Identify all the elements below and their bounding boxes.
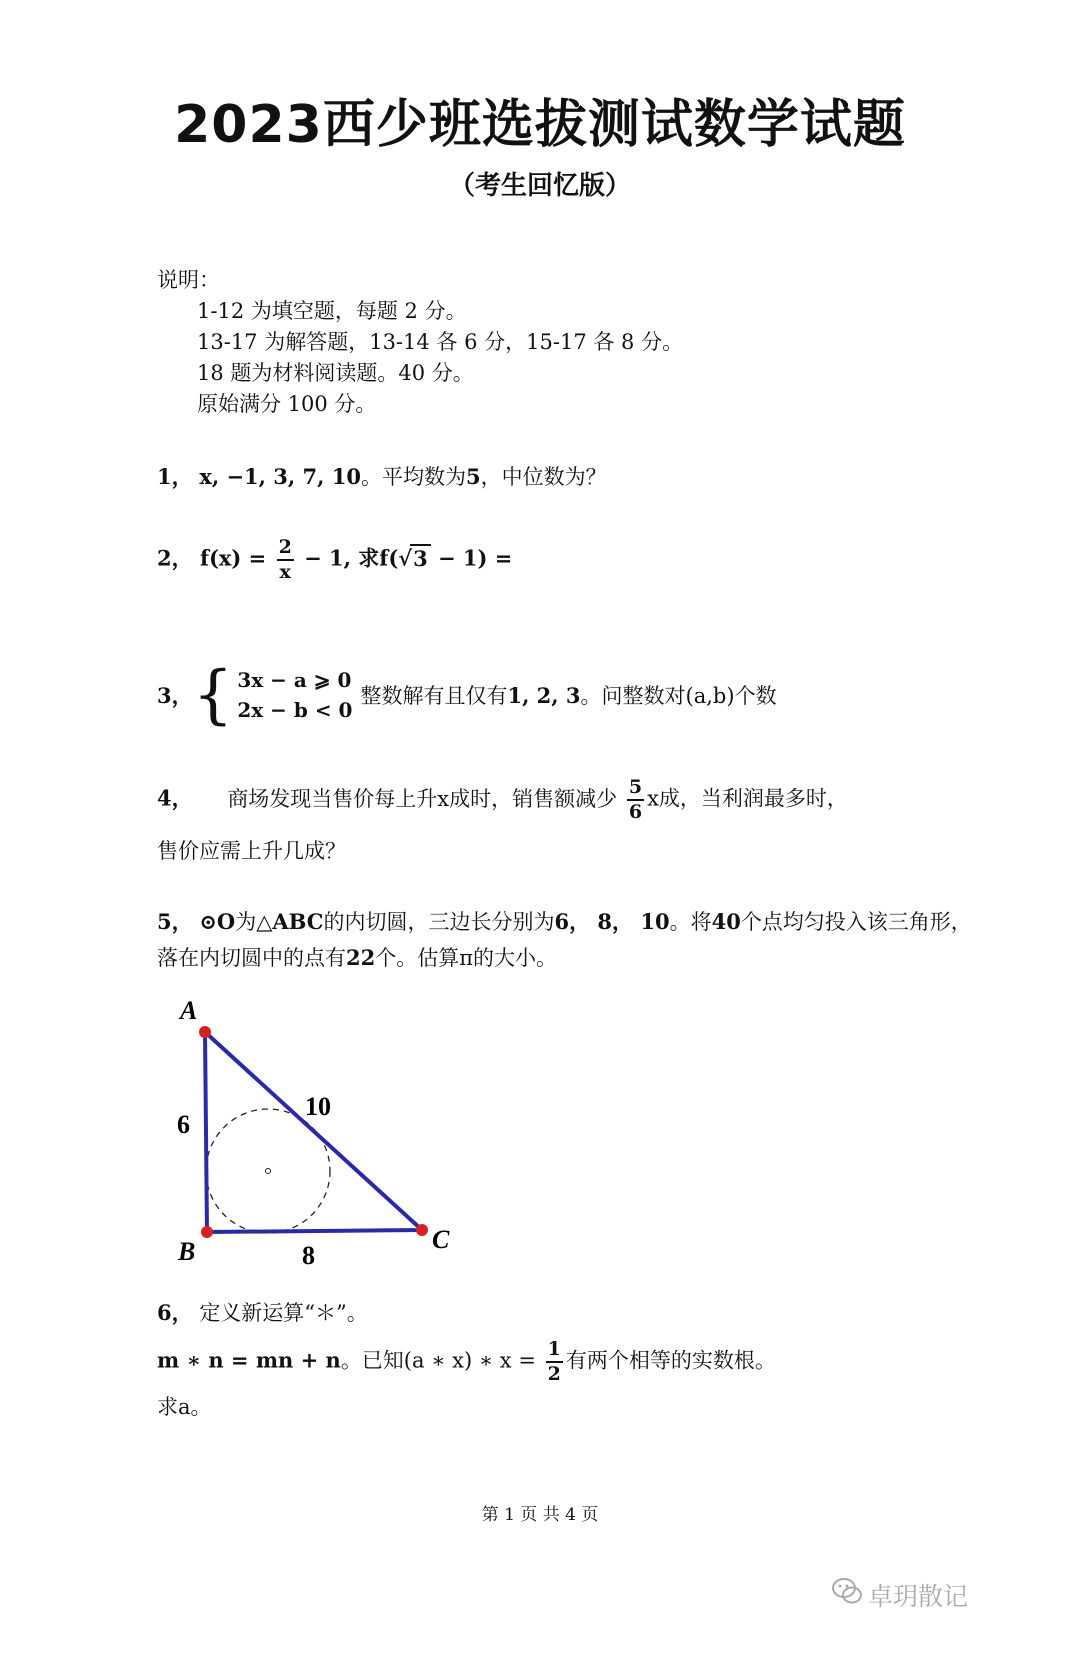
q6-line2 — [157, 1340, 776, 1384]
q3-text: 整数解有且仅有 — [360, 684, 508, 708]
watermark-text: 卓玥散记 — [868, 1582, 969, 1611]
q5-line2-b: 个。估算π的大小。 — [375, 946, 558, 970]
q6-frac-den: 2 — [547, 1363, 561, 1385]
q3-inequality-2: 2x − b < 0 — [237, 698, 353, 722]
page-subtitle: （考生回忆版） — [448, 171, 631, 201]
q6-operation: m ∗ n = mn + n — [157, 1347, 341, 1373]
q3-inequality-1: 3x − a ⩾ 0 — [237, 668, 352, 692]
point-a — [199, 1026, 211, 1038]
label-side-bc: 8 — [302, 1241, 315, 1270]
q5-line1-c: 。将 — [669, 910, 712, 934]
q6-fraction — [546, 1340, 563, 1384]
q4-frac-num: 5 — [627, 778, 644, 801]
q2-mid: − 1, 求f( — [304, 545, 399, 571]
q4-number: 4， — [157, 785, 193, 811]
q1-text: 。平均数为 — [360, 465, 466, 489]
q2-number: 2， — [157, 545, 193, 571]
q5-n2: 22 — [346, 945, 376, 970]
wechat-icon — [830, 1574, 864, 1608]
q4-line1-b: x成，当利润最多时， — [647, 786, 848, 811]
label-a: A — [180, 996, 198, 1025]
q4-frac-den: 6 — [628, 801, 643, 823]
page-number: 第 1 页 共 4 页 — [481, 1505, 599, 1525]
q5-line1-a: 为 — [235, 910, 257, 934]
q5-circle: ⊙O — [199, 909, 236, 934]
q3-number: 3， — [157, 683, 193, 708]
note-line: 1-12 为填空题，每题 2 分。 — [197, 299, 467, 323]
point-c — [416, 1224, 428, 1236]
q6-line1: 定义新运算“＊”。 — [199, 1301, 368, 1325]
question-6 — [157, 1297, 368, 1327]
page-title: 2023西少班选拔测试数学试题 — [174, 95, 906, 155]
q6-line2-b: 。已知(a ∗ x) ∗ x = — [340, 1348, 536, 1373]
notes-heading: 说明： — [157, 268, 220, 292]
q5-triangle: △ABC — [256, 909, 324, 934]
q2-lhs: f(x) = — [199, 545, 267, 571]
q1-tail: ，中位数为？ — [480, 465, 607, 489]
note-line: 13-17 为解答题，13-14 各 6 分，15-17 各 8 分。 — [197, 330, 684, 354]
q3-values: 1, 2, 3 — [507, 682, 581, 708]
label-c: C — [432, 1225, 450, 1254]
label-b: B — [178, 1237, 196, 1266]
q3-brace: { — [192, 658, 234, 732]
label-side-ac: 10 — [305, 1092, 331, 1121]
q2-frac-num: 2 — [277, 538, 294, 561]
q4-line2: 售价应需上升几成？ — [157, 839, 346, 863]
q3-tail: 。问整数对(a,b)个数 — [580, 684, 777, 708]
note-line: 原始满分 100 分。 — [197, 392, 377, 416]
q2-tail: − 1) = — [438, 545, 513, 571]
q5-number: 5， — [157, 909, 193, 934]
q6-number: 6， — [157, 1300, 193, 1325]
q1-number: 1， — [157, 464, 193, 489]
q5-n1: 40 — [711, 909, 741, 934]
q5-sides: 6， 8， 10 — [554, 909, 670, 934]
q1-mean-value: 5 — [465, 464, 481, 489]
q4-line1-a: 商场发现当售价每上升x成时，销售额减少 — [227, 786, 618, 811]
q2-radicand: 3 — [410, 544, 431, 571]
note-line: 18 题为材料阅读题。40 分。 — [197, 361, 474, 385]
sqrt-symbol: √ — [398, 545, 413, 571]
label-side-ab: 6 — [177, 1110, 190, 1139]
point-b — [201, 1226, 213, 1238]
q6-frac-num: 1 — [546, 1340, 563, 1363]
q5-line2-a: 落在内切圆中的点有 — [157, 946, 346, 970]
q5-line1-d: 个点均匀投入该三角形， — [740, 910, 972, 934]
q6-line3: 求a。 — [157, 1395, 212, 1419]
q1-data-set: x, −1, 3, 7, 10 — [199, 464, 361, 489]
incircle-center — [266, 1169, 271, 1174]
q5-line1-b: 的内切圆，三边长分别为 — [323, 910, 555, 934]
triangle-abc — [205, 1032, 422, 1232]
q2-frac-den: x — [279, 561, 291, 583]
q6-line2-c: 有两个相等的实数根。 — [565, 1348, 776, 1373]
